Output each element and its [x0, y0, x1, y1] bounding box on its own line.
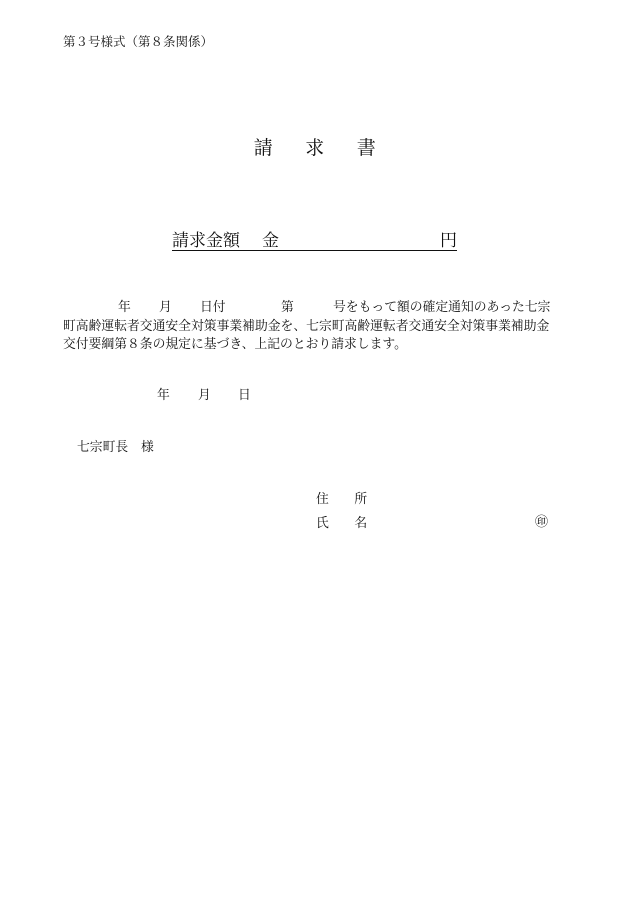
- request-month: 月: [198, 388, 211, 403]
- title-char-2: 求: [305, 137, 325, 159]
- request-day: 日: [238, 388, 251, 403]
- notice-month: 月: [159, 300, 172, 315]
- amount-label: 請求金額: [172, 231, 240, 251]
- form-number: 第３号様式（第８条関係）: [63, 34, 214, 49]
- notice-line1-rest: 号をもって額の確定通知のあった七宗: [333, 300, 551, 315]
- amount-line: [172, 226, 457, 251]
- document-title: [0, 133, 630, 160]
- seal-mark: ㊞: [535, 515, 549, 530]
- notice-day: 日付: [200, 300, 226, 315]
- amount-yen: 円: [440, 231, 457, 251]
- notice-line-3: 交付要綱第８条の規定に基づき、上記のとおり請求します。: [63, 337, 407, 352]
- title-char-3: 書: [356, 137, 377, 159]
- notice-line-1: [63, 296, 568, 314]
- notice-number-prefix: 第: [281, 300, 294, 315]
- request-date: [0, 384, 630, 402]
- address-label: 住 所: [316, 492, 368, 507]
- request-year: 年: [157, 388, 170, 403]
- notice-year: 年: [118, 300, 131, 315]
- title-char-1: 請: [253, 137, 274, 159]
- name-label: 氏 名: [316, 516, 368, 531]
- amount-kin: 金: [262, 231, 279, 251]
- notice-line-2: 町高齢運転者交通安全対策事業補助金を、七宗町高齢運転者交通安全対策事業補助金: [63, 319, 550, 334]
- recipient: 七宗町長 様: [77, 440, 154, 455]
